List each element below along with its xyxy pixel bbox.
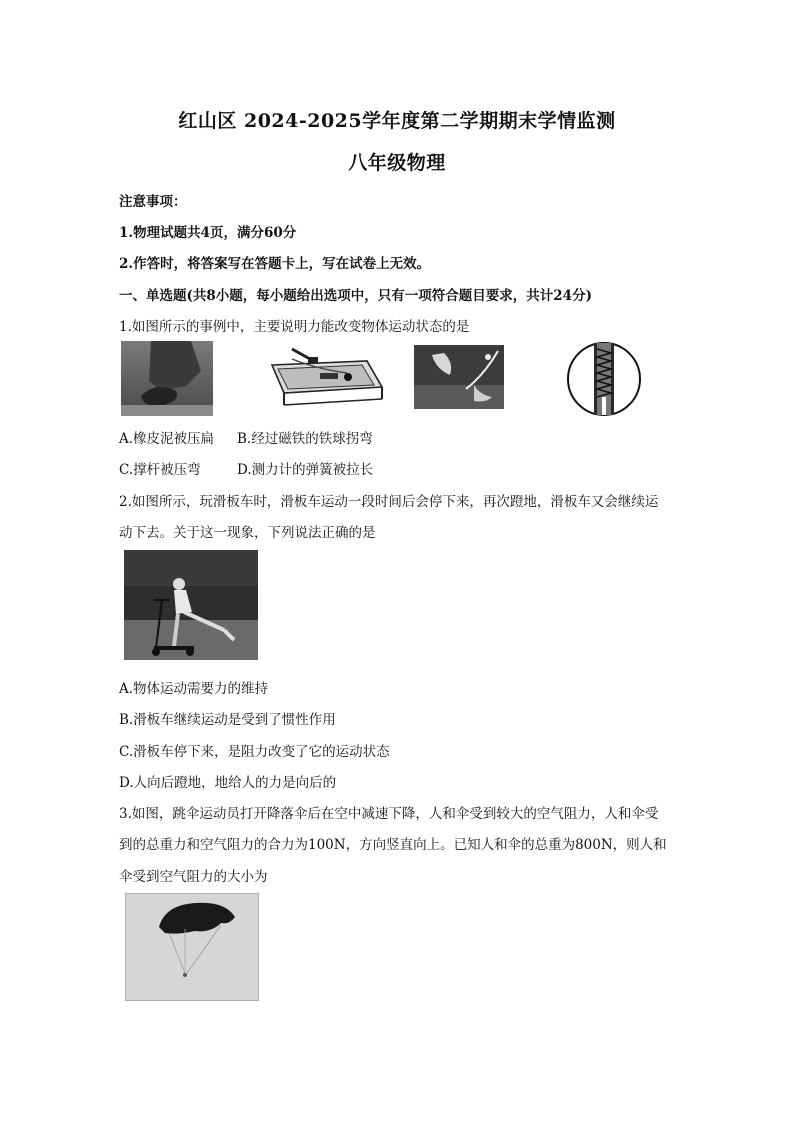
q1-stem: 1.如图所示的事例中，主要说明力能改变物体运动状态的是	[119, 319, 470, 335]
magnet-ball-image	[262, 343, 386, 411]
q1-option-d[interactable]: D.测力计的弹簧被拉长	[237, 462, 374, 478]
q1-option-c[interactable]: C.撑杆被压弯	[119, 462, 201, 478]
q3-figure-parachute	[125, 893, 259, 1001]
note-item-1: 1.物理试题共4页，满分60分	[119, 225, 297, 241]
q2-option-a[interactable]: A.物体运动需要力的维持	[119, 681, 269, 697]
notes-heading: 注意事项：	[119, 194, 187, 210]
q3-stem-line1: 3.如图，跳伞运动员打开降落伞后在空中减速下降，人和伞受到较大的空气阻力，人和伞受	[119, 806, 659, 822]
spring-scale-image	[566, 341, 642, 417]
q2-option-d[interactable]: D.人向后蹬地，地给人的力是向后的	[119, 775, 337, 791]
parachute-image	[125, 893, 259, 1001]
q1-figure-pole-vault	[414, 345, 504, 409]
q1-option-a[interactable]: A.橡皮泥被压扁	[119, 431, 215, 447]
q2-stem-line2: 动下去。关于这一现象，下列说法正确的是	[119, 525, 376, 541]
exam-title: 红山区 2024-2025学年度第二学期期末学情监测	[178, 110, 616, 132]
pole-vault-image	[414, 345, 504, 409]
q2-figure-scooter	[124, 550, 258, 660]
q1-figure-spring-scale	[566, 341, 642, 417]
q3-stem-line3: 伞受到空气阻力的大小为	[119, 869, 268, 885]
q1-figure-clay	[121, 341, 213, 416]
exam-subtitle: 八年级物理	[348, 152, 446, 174]
note-item-2: 2.作答时，将答案写在答题卡上，写在试卷上无效。	[119, 256, 431, 272]
q1-figure-magnet	[262, 343, 386, 411]
q2-option-c[interactable]: C.滑板车停下来，是阻力改变了它的运动状态	[119, 744, 390, 760]
q3-stem-line2: 到的总重力和空气阻力的合力为100N，方向竖直向上。已知人和伞的总重为800N，则人和	[119, 837, 667, 853]
q1-option-b[interactable]: B.经过磁铁的铁球拐弯	[237, 431, 373, 447]
q2-option-b[interactable]: B.滑板车继续运动是受到了惯性作用	[119, 712, 336, 728]
clay-press-image	[121, 341, 213, 416]
scooter-rider-image	[124, 550, 258, 660]
section-heading: 一、单选题(共8小题，每小题给出选项中，只有一项符合题目要求，共计24分)	[119, 288, 592, 304]
q2-stem-line1: 2.如图所示，玩滑板车时，滑板车运动一段时间后会停下来，再次蹬地，滑板车又会继续运	[119, 494, 659, 510]
